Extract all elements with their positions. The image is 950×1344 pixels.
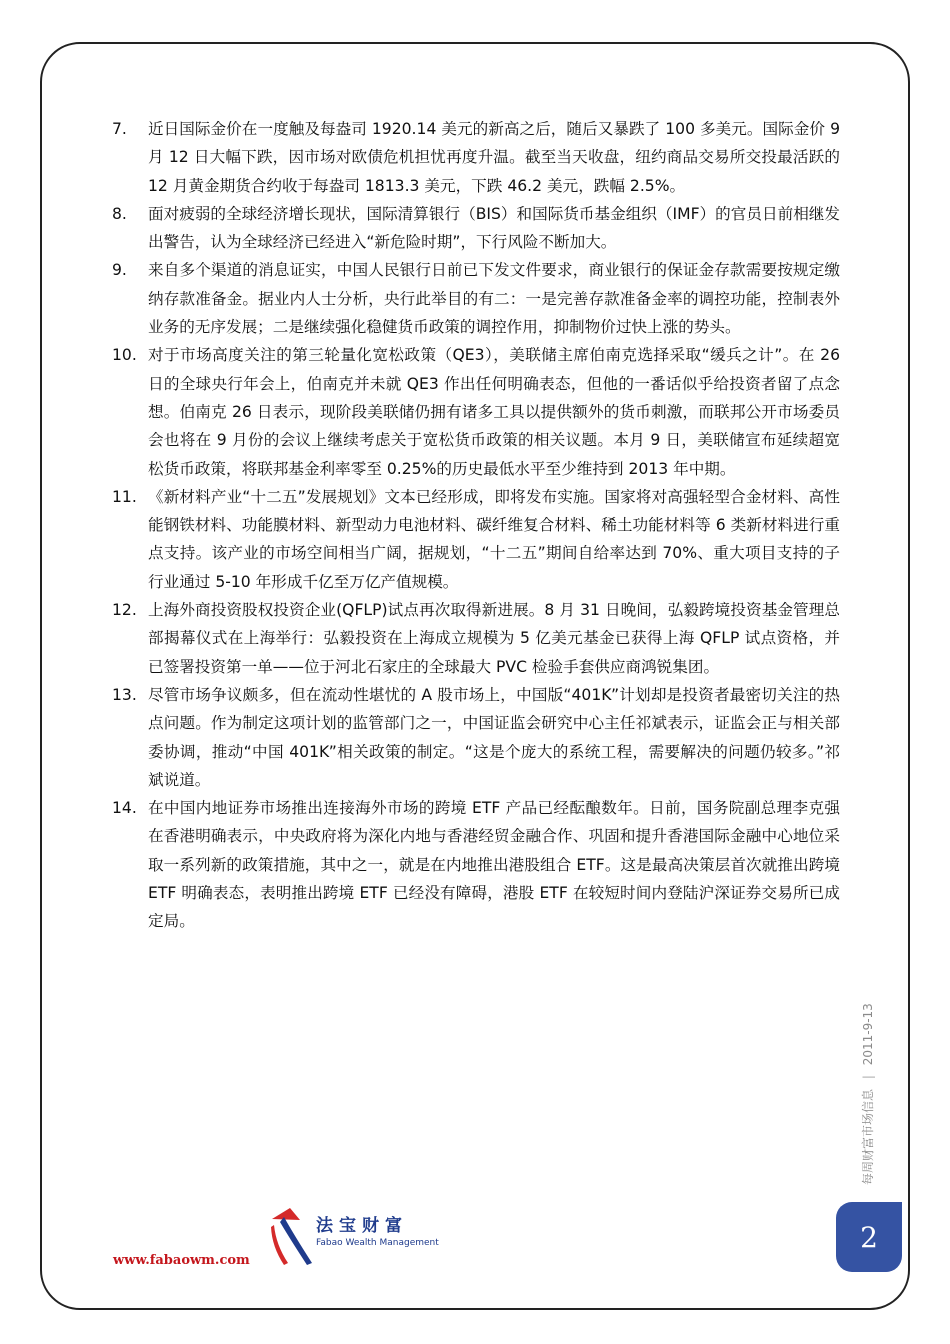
news-item-13 <box>112 681 840 794</box>
issue-date: 2011-9-13 <box>861 1003 875 1066</box>
news-item-14 <box>112 794 840 935</box>
news-item-12 <box>112 596 840 681</box>
news-item-7 <box>112 115 840 200</box>
item-text: 尽管市场争议颇多，但在流动性堪忧的 A 股市场上，中国版“401K”计划却是投资者最密切关注的热点问题。作为制定这项计划的监管部门之一，中国证监会研究中心主任祁斌表示，证监会正与相关部委协调，推动“中国 401K”相关政策的制定。“这是个庞大的系统工程，需要解决的问题仍较多。”祁斌说道。 <box>148 685 840 789</box>
item-text: 对于市场高度关注的第三轮量化宽松政策（QE3），美联储主席伯南克选择采取“缓兵之计”。在 26 日的全球央行年会上，伯南克并未就 QE3 作出任何明确表态，但他的一番话似乎给投资者留了点念想。伯南克 26 日表示，现阶段美联储仍拥有诸多工具以提供额外的货币刺激，而联邦公开市场委员会也将在 9 月份的会议上继续考虑关于宽松货币政策的相关议题。本月 9 日，美联储宣布延续超宽松货币政策，将联邦基金利率零至 0.25%的历史最低水平至少维持到 2013 年中期。 <box>148 346 840 478</box>
page-number: 2 <box>860 1220 878 1254</box>
news-item-9 <box>112 256 840 341</box>
news-item-10 <box>112 341 840 482</box>
company-logo <box>270 1205 450 1267</box>
item-number: 9. <box>112 261 127 280</box>
item-number: 7. <box>112 120 127 138</box>
page-number-badge <box>836 1202 902 1272</box>
publication-title: 每周财富市场信息 <box>861 1088 875 1185</box>
item-number: 14. <box>112 799 137 818</box>
news-list <box>112 115 840 936</box>
item-text: 在中国内地证券市场推出连接海外市场的跨境 ETF 产品已经酝酿数年。日前，国务院副总理李克强在香港明确表示，中央政府将为深化内地与香港经贸金融合作、巩固和提升香港国际金融中心地位采取一系列新的政策措施，其中之一，就是在内地推出港股组合 ETF。这是最高决策层首次就推出跨境 ETF 明确表态，表明推出跨境 ETF 已经没有障碍，港股 ETF 在较短时间内登陆沪深证券交易所已成定局。 <box>148 799 840 931</box>
logo-mark-icon <box>270 1205 314 1267</box>
side-separator: | <box>861 1075 875 1080</box>
item-number: 13. <box>112 685 137 704</box>
item-text: 来自多个渠道的消息证实，中国人民银行日前已下发文件要求，商业银行的保证金存款需要按规定缴纳存款准备金。据业内人士分析，央行此举目的有二：一是完善存款准备金率的调控功能，控制表外业务的无序发展；二是继续强化稳健货币政策的调控作用，抑制物价过快上涨的势头。 <box>148 261 840 337</box>
item-text: 近日国际金价在一度触及每盎司 1920.14 美元的新高之后，随后又暴跌了 100 多美元。国际金价 9 月 12 日大幅下跌，因市场对欧债危机担忧再度升温。截至当天收盘，纽约商品交易所交投最活跃的 12 月黄金期货合约收于每盎司 1813.3 美元，下跌 46.2 美元，跌幅 2.5%。 <box>148 120 840 195</box>
item-text: 面对疲弱的全球经济增长现状，国际清算银行（BIS）和国际货币基金组织（IMF）的官员日前相继发出警告，认为全球经济已经进入“新危险时期”，下行风险不断加大。 <box>148 204 840 252</box>
item-number: 10. <box>112 346 137 365</box>
news-item-8 <box>112 200 840 257</box>
side-header <box>859 1003 876 1185</box>
website-url[interactable]: www.fabaowm.com <box>113 1253 250 1268</box>
item-number: 11. <box>112 487 137 506</box>
news-item-11 <box>112 483 840 596</box>
logo-chinese-name: 法宝财富 <box>316 1216 408 1236</box>
logo-english-name: Fabao Wealth Management <box>316 1238 439 1248</box>
item-number: 12. <box>112 601 137 620</box>
item-text: 《新材料产业“十二五”发展规划》文本已经形成，即将发布实施。国家将对高强轻型合金材料、高性能钢铁材料、功能膜材料、新型动力电池材料、碳纤维复合材料、稀土功能材料等 6 类新材料进行重点支持。该产业的市场空间相当广阔，据规划，“十二五”期间自给率达到 70%、重大项目支持的子行业通过 5-10 年形成千亿至万亿产值规模。 <box>148 487 840 591</box>
item-number: 8. <box>112 204 127 223</box>
item-text: 上海外商投资股权投资企业(QFLP)试点再次取得新进展。8 月 31 日晚间，弘毅跨境投资基金管理总部揭幕仪式在上海举行：弘毅投资在上海成立规模为 5 亿美元基金已获得上海 QFLP 试点资格，并已签署投资第一单——位于河北石家庄的全球最大 PVC 检验手套供应商鸿锐集团。 <box>148 601 840 676</box>
